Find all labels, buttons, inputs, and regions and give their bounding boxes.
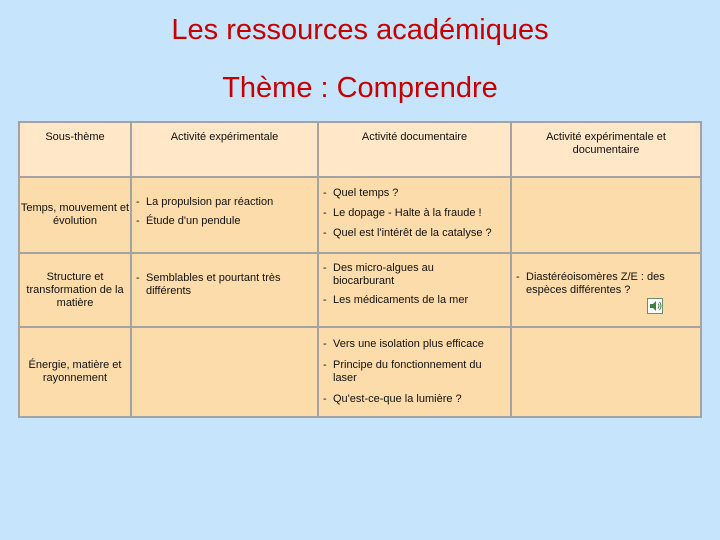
- mixed-cell: [511, 253, 701, 327]
- list-item: - Le dopage - Halte à la fraude !: [319, 207, 510, 220]
- resources-table: [18, 121, 702, 418]
- page-subtitle: Thème : Comprendre: [222, 72, 498, 104]
- header-experimental: Activité expérimentale: [131, 122, 318, 177]
- table-row: [19, 327, 701, 417]
- list-item: - Semblables et pourtant très différents: [132, 272, 311, 298]
- page-title: Les ressources académiques: [171, 14, 549, 46]
- documentary-cell: [318, 177, 511, 253]
- list-item: - Quel temps ?: [319, 187, 510, 200]
- mixed-cell: [511, 327, 701, 417]
- list-item: - Quel est l'intérêt de la catalyse ?: [319, 227, 510, 240]
- subtheme-cell: Temps, mouvement et évolution: [19, 177, 131, 253]
- experimental-cell: [131, 177, 318, 253]
- list-item: - Étude d'un pendule: [132, 215, 317, 228]
- list-item: - La propulsion par réaction: [132, 196, 317, 209]
- header-mixed: Activité expérimentale et documentaire: [511, 122, 701, 177]
- list-item: - Des micro-algues au biocarburant: [319, 262, 498, 288]
- list-item: - Qu'est-ce-que la lumière ?: [319, 393, 502, 406]
- speaker-icon[interactable]: [647, 298, 663, 318]
- table-row: [19, 253, 701, 327]
- documentary-cell: [318, 327, 511, 417]
- mixed-cell: [511, 177, 701, 253]
- table-row: [19, 177, 701, 253]
- subtheme-cell: Énergie, matière et rayonnement: [19, 327, 131, 417]
- experimental-cell: [131, 253, 318, 327]
- documentary-cell: [318, 253, 511, 327]
- list-item: - Les médicaments de la mer: [319, 294, 498, 307]
- list-item: - Diastéréoisomères Z/E : des espèces différentes ?: [512, 271, 694, 297]
- experimental-cell: [131, 327, 318, 417]
- list-item: - Principe du fonctionnement du laser: [319, 359, 502, 385]
- subtheme-cell: Structure et transformation de la matière: [19, 253, 131, 327]
- header-row: [19, 122, 701, 177]
- list-item: - Vers une isolation plus efficace: [319, 338, 502, 351]
- header-documentary: Activité documentaire: [318, 122, 511, 177]
- header-subtheme: Sous-thème: [19, 122, 131, 177]
